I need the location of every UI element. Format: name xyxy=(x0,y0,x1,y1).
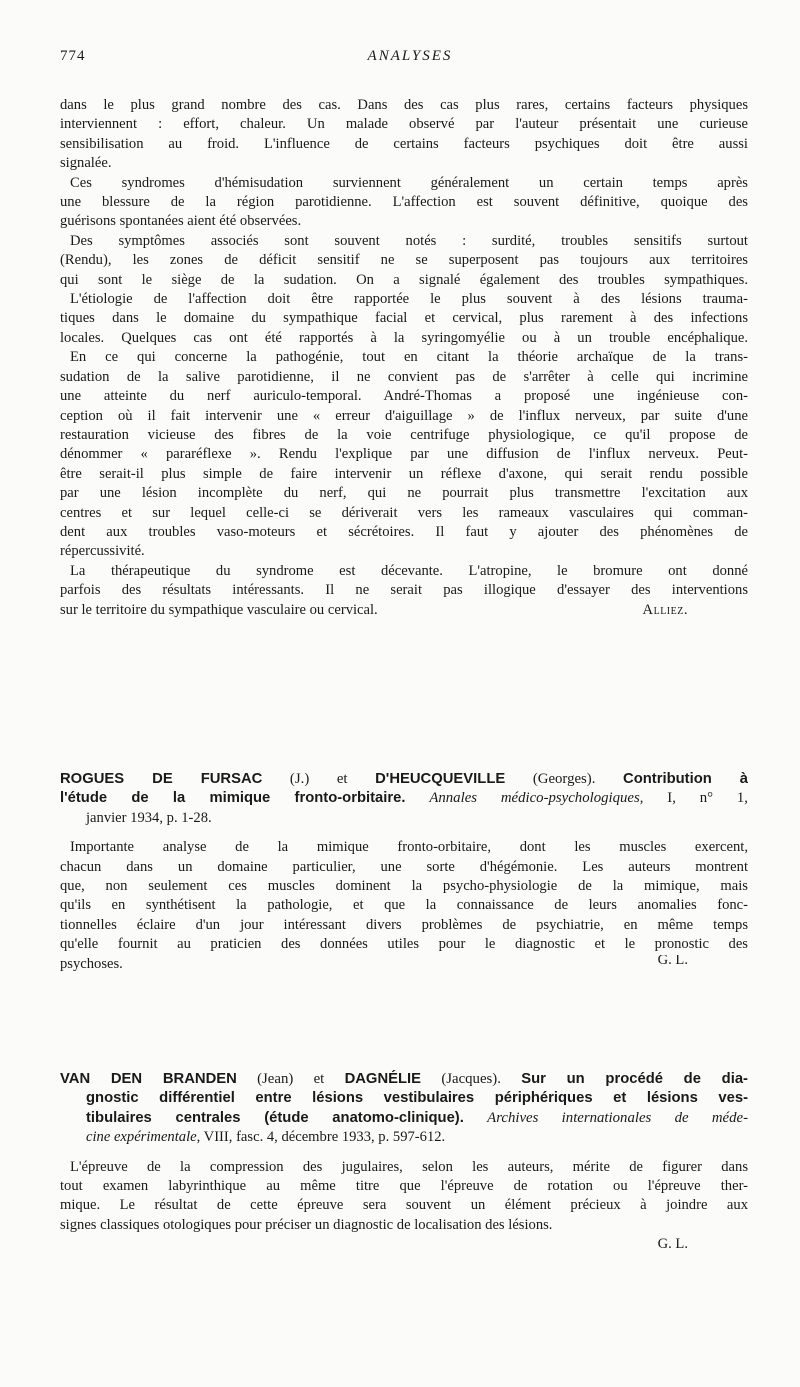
page-header xyxy=(60,48,760,72)
review-author: VAN DEN BRANDEN xyxy=(60,1071,237,1087)
review-title: tibulaires centrales (étude anatomo-clinique). xyxy=(86,1109,464,1126)
journal-name: Archives internationales de méde- xyxy=(487,1109,748,1126)
text-line-content: sur le territoire du sympathique vasculaire ou cervical. xyxy=(60,601,378,618)
text-line: tout examen labyrinthique au même titre que l'épreuve de rotation ou l'épreuve ther- xyxy=(60,1178,748,1195)
text-line: tiques dans le domaine du sympathique facial et cervical, plus rarement à des infections xyxy=(60,310,748,327)
review-title: l'étude de la mimique fronto-orbitaire. xyxy=(60,790,406,807)
text-line: La thérapeutique du syndrome est décevante. L'atropine, le bromure ont donné xyxy=(70,562,748,579)
page-number: 774 xyxy=(60,48,86,64)
text-line xyxy=(60,955,748,974)
text-line: sensibilisation au froid. L'influence de certains facteurs psychiques doit être aussi xyxy=(60,135,748,152)
text-line: L'étiologie de l'affection doit être rapportée le plus souvent à des lésions trauma- xyxy=(70,291,748,308)
text-line: qui sont le siège de la sudation. On a signalé également des troubles sympathiques. xyxy=(60,271,748,288)
review-van-den-branden xyxy=(60,1070,748,1255)
review-author: D'HEUCQUEVILLE xyxy=(375,771,506,787)
journal-ref: , VIII, fasc. 4, décembre 1933, p. 597-612. xyxy=(196,1129,446,1146)
journal-ref: , I, n° 1, xyxy=(639,790,748,807)
review-author: DAGNÉLIE xyxy=(344,1071,422,1087)
reviewer-signature: G. L. xyxy=(657,1236,688,1253)
review-title: gnostic différentiel entre lésions vestibulaires périphériques et lésions ves- xyxy=(86,1090,748,1107)
text-line: interviennent : effort, chaleur. Un malade observé par l'auteur présentait une curieuse xyxy=(60,116,748,133)
analysis-continuation xyxy=(60,96,748,620)
text-line: centres et sur lequel celle-ci se dériverait vers les rameaux vasculaires qui comman- xyxy=(60,504,748,521)
text-line: (Rendu), les zones de déficit sensitif ne se superposent pas toujours aux territoires xyxy=(60,252,748,269)
author-initial: (J.) et xyxy=(262,771,376,787)
text-line: dans le plus grand nombre des cas. Dans des cas plus rares, certains facteurs physiques xyxy=(60,97,748,113)
text-line: signes classiques otologiques pour préciser un diagnostic de localisation des lésions. xyxy=(60,1216,553,1233)
text-line: signalée. xyxy=(60,155,112,172)
text-line: Ces syndromes d'hémisudation surviennent généralement un certain temps après xyxy=(70,174,748,191)
text-line: dénommer « pararéflexe ». Rendu l'explique par une diffusion de l'influx nerveux. Peut- xyxy=(60,446,748,463)
text-line: L'épreuve de la compression des jugulaires, selon les auteurs, mérite de figurer dans xyxy=(70,1158,748,1175)
text-line: locales. Quelques cas ont été rapportés à la syringomyélie ou à un trouble encéphalique. xyxy=(60,329,748,346)
review-heading-line xyxy=(60,1128,748,1147)
review-title: Contribution à xyxy=(623,771,748,787)
text-line: être serait-il plus simple de faire intervenir un réflexe d'axone, qui serait rendu possible xyxy=(60,465,748,482)
review-title: Sur un procédé de dia- xyxy=(521,1071,748,1087)
text-line: parfois des résultats intéressants. Il ne serait pas illogique d'essayer des interventions xyxy=(60,582,748,599)
text-line: qu'ils en synthétisent la pathologie, et que la connaissance de leurs anomalies fonc- xyxy=(60,897,748,914)
text-line: une blessure de la région parotidienne. L'affection est souvent définitive, quoique des xyxy=(60,194,748,211)
text-line: ception où il fait intervenir une « erreur d'aiguillage » de l'influx nerveux, par suite d'une xyxy=(60,407,748,424)
running-title: ANALYSES xyxy=(367,48,453,64)
text-line: une atteinte du nerf auriculo-temporal. André-Thomas a proposé une ingénieuse con- xyxy=(60,388,748,405)
text-line: dent aux troubles vaso-moteurs et sécrétoires. Il faut y ajouter des phénomènes de xyxy=(60,523,748,540)
review-rogues-de-fursac xyxy=(60,770,748,974)
review-heading-line xyxy=(60,1109,748,1128)
author-initial: (Jean) et xyxy=(236,1071,345,1087)
journal-name: cine expérimentale xyxy=(86,1129,197,1146)
text-line xyxy=(60,601,748,620)
text-line: Des symptômes associés sont souvent notés : surdité, troubles sensitifs surtout xyxy=(70,232,748,249)
text-line: mique. Le résultat de cette épreuve sera souvent un élément précieux à joindre aux xyxy=(60,1197,748,1214)
text-line: restauration vicieuse des fibres de la voie centrifuge physiologique, ce qu'il propose de xyxy=(60,426,748,443)
review-heading-line xyxy=(60,789,748,808)
text-line: En ce qui concerne la pathogénie, tout en citant la théorie archaïque de la trans- xyxy=(70,349,748,366)
text-line: guérisons spontanées aient été observées. xyxy=(60,213,302,230)
author-initial: (Georges). xyxy=(505,771,624,787)
text-line: qu'elle fournit au praticien des données utiles pour le diagnostic et le pronostic des xyxy=(60,936,748,953)
reviewer-signature: G. L. xyxy=(657,954,688,968)
review-author: ROGUES DE FURSAC xyxy=(60,771,263,787)
review-heading-line xyxy=(60,1070,748,1089)
text-line: chacun dans un domaine particulier, une sorte d'hégémonie. Les auteurs montrent xyxy=(60,858,748,875)
author-initial: (Jacques). xyxy=(421,1071,522,1087)
reviewer-signature: Alliez. xyxy=(642,601,688,618)
text-line-content: psychoses. xyxy=(60,955,123,972)
review-heading-line xyxy=(60,770,748,789)
text-line: tionnelles éclaire d'un jour intéressant divers problèmes de psychiatrie, en même temps xyxy=(60,916,748,933)
text-line: sudation de la salive parotidienne, il ne convient pas de s'arrêter à celle qui incrimine xyxy=(60,368,748,385)
text-line: Importante analyse de la mimique fronto-orbitaire, dont les muscles exercent, xyxy=(70,839,748,856)
text-line: répercussivité. xyxy=(60,543,145,560)
review-heading-line xyxy=(60,1089,748,1108)
text-line: par une lésion incomplète du nerf, qui ne pourrait plus transmettre l'excitation aux xyxy=(60,485,748,502)
text-line: que, non seulement ces muscles dominent la psycho-physiologie de la mimique, mais xyxy=(60,878,748,895)
review-date: janvier 1934, p. 1-28. xyxy=(86,809,212,826)
journal-name: Annales médico-psychologiques xyxy=(429,790,640,807)
